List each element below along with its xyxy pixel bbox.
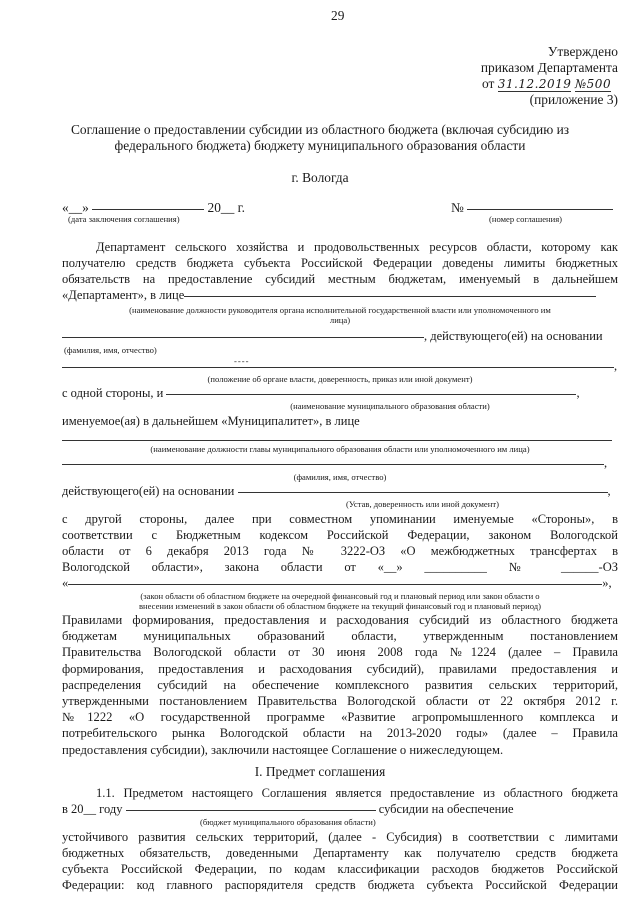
approval-from-prefix: от — [482, 76, 495, 91]
acting2-text: действующего(ей) на основании — [62, 484, 235, 498]
basis-row: , — [62, 359, 617, 374]
head-fio-blank — [62, 464, 604, 465]
intro-line-4 — [62, 288, 596, 303]
section-heading: I. Предмет соглашения — [254, 764, 386, 779]
rules-paragraph — [62, 612, 618, 758]
section-p1-line-1: 1.1. Предметом настоящего Соглашения является предоставление из областного бюджета — [96, 786, 618, 800]
approval-number-handwritten: №500 — [574, 77, 612, 91]
date-month-blank — [92, 209, 204, 210]
rules-line-6: утвержденными постановлением Правительства Вологодской области от 22 октября 2012 г. — [62, 694, 618, 709]
date-quote: «__» — [62, 200, 89, 215]
basis-dash: ---- — [234, 356, 250, 366]
named-municipality: именуемое(ая) в дальнейшем «Муниципалитет», в лице — [62, 414, 360, 428]
approval-line-2: приказом Департамента — [480, 60, 618, 75]
section-line-3: субъекта Российской Федерации, по кодам классификации расходов бюджетов Российской — [62, 862, 618, 876]
year-prefix: в 20__ году — [62, 802, 123, 816]
agreement-number-blank — [467, 209, 613, 210]
other-side-line-2: соответствии с Бюджетным кодексом Российской Федерации, законом Вологодской — [62, 528, 618, 542]
caption-head: (наименование должности главы муниципального образования области или уполномоченного им лица) — [150, 444, 530, 454]
intro-line-3: обязательств на предоставление субсидий местным бюджетам, именуемый в дальнейшем — [62, 272, 618, 286]
rules-line-5: распределения субсидий на обеспечение комплексного развития сельских территорий, — [62, 677, 618, 692]
section-p1-line-2 — [62, 802, 514, 817]
rules-line-4: формирования, предоставления и расходования субсидий), правилами предоставления и — [62, 661, 618, 676]
rules-line-8: потребительского рынка Вологодской области на 2013-2020 годы» (далее – Правила — [62, 726, 618, 741]
date-caption: (дата заключения соглашения) — [68, 214, 180, 224]
head-fio-row: , — [62, 456, 607, 471]
title-line-2: федерального бюджета) бюджету муниципального образования области — [114, 138, 526, 153]
caption-fio: (фамилия, имя, отчество) — [64, 345, 157, 355]
official-position-blank — [184, 296, 596, 297]
intro-line-1: Департамент сельского хозяйства и продовольственных ресурсов области, которому как — [96, 240, 618, 254]
approval-date-handwritten: 31.12.2019 — [497, 77, 572, 91]
intro-last-line: «Департамент», в лице — [62, 288, 185, 302]
one-side-text: с одной стороны, и — [62, 386, 164, 400]
caption-law-2: внесении изменений в закон области об областном бюджете на текущий финансовый год и плановый период) — [139, 601, 541, 611]
subsidy-suffix: субсидии на обеспечение — [378, 802, 514, 816]
caption-official-2: лица) — [329, 315, 351, 325]
other-side-line-3: области от 6 декабря 2013 года № 3222-ОЗ «О межбюджетных трансфертах в — [62, 544, 618, 558]
caption-official-1: (наименование должности руководителя органа исполнительной государственной власти или уполномоченного им — [129, 305, 551, 315]
caption-fio-2: (фамилия, имя, отчество) — [293, 472, 387, 482]
quote-open: « — [62, 576, 69, 590]
rules-line-2: бюджетам муниципальных образований области, утвержденным постановлением — [62, 629, 618, 644]
page-number: 29 — [331, 8, 345, 23]
title-line-1: Соглашение о предоставлении субсидии из областного бюджета (включая субсидию из — [70, 122, 570, 137]
caption-budget: (бюджет муниципального образования области) — [200, 817, 376, 827]
basis-blank — [62, 367, 614, 368]
section-line-1: устойчивого развития сельских территорий, (далее - Субсидия) в соответствии с лимитами — [62, 830, 618, 844]
budget-name-blank — [126, 810, 376, 811]
rules-line-3: Правительства Вологодской области от 30 июня 2008 года №1224 (далее – Правила — [62, 645, 618, 660]
caption-municipality: (наименование муниципального образования области) — [290, 401, 490, 411]
number-caption: (номер соглашения) — [489, 214, 563, 224]
head-position-blank — [62, 440, 612, 441]
city: г. Вологда — [291, 170, 349, 185]
intro-line-2: получателю средств бюджета субъекта Российской Федерации доведены лимиты бюджетных — [62, 256, 618, 270]
other-side-line-1: с другой стороны, далее при совместном упоминании именуемые «Стороны», в — [62, 512, 618, 526]
law-name-blank — [68, 584, 602, 585]
approval-appendix: (приложение 3) — [529, 92, 618, 107]
official-fio-blank — [62, 337, 424, 338]
acting2-row: действующего(ей) на основании , — [62, 484, 611, 498]
section-line-4: Федерации: код главного распорядителя средств бюджета субъекта Российской Федерации — [62, 878, 618, 892]
approval-line-1: Утверждено — [547, 44, 618, 59]
approval-from — [482, 76, 611, 92]
rules-line-7: №1222 «О государственной программе «Развитие агропромышленного комплекса и — [62, 710, 618, 725]
acting-text: , действующего(ей) на основании — [424, 329, 603, 343]
one-side-row: с одной стороны, и , — [62, 386, 580, 400]
quote-close: », — [602, 576, 612, 590]
law-name-row — [62, 576, 612, 591]
caption-basis: (положение об органе власти, доверенность, приказ или иной документ) — [207, 374, 473, 384]
other-side-line-4: Вологодской области», закона области от «__» __________ № ______-ОЗ — [62, 560, 618, 574]
rules-line-9: предоставления субсидии), заключили настоящее Соглашение о нижеследующем. — [62, 742, 504, 757]
caption-charter: (Устав, доверенность или иной документ) — [346, 499, 499, 509]
municipality-blank — [166, 394, 576, 395]
acting-row — [62, 329, 603, 344]
section-line-2: бюджетных обязательств, доведенными Департаменту как получателю средств бюджета — [62, 846, 618, 860]
date-year: 20__ г. — [207, 200, 245, 215]
caption-law-1: (закон области об областном бюджете на очередной финансовый год и плановый период или закон области о — [140, 591, 540, 601]
rules-line-1: Правилами формирования, предоставления и расходования субсидий из областного бюджета — [62, 613, 618, 627]
charter-blank — [238, 492, 608, 493]
number-sign: № — [451, 200, 464, 215]
